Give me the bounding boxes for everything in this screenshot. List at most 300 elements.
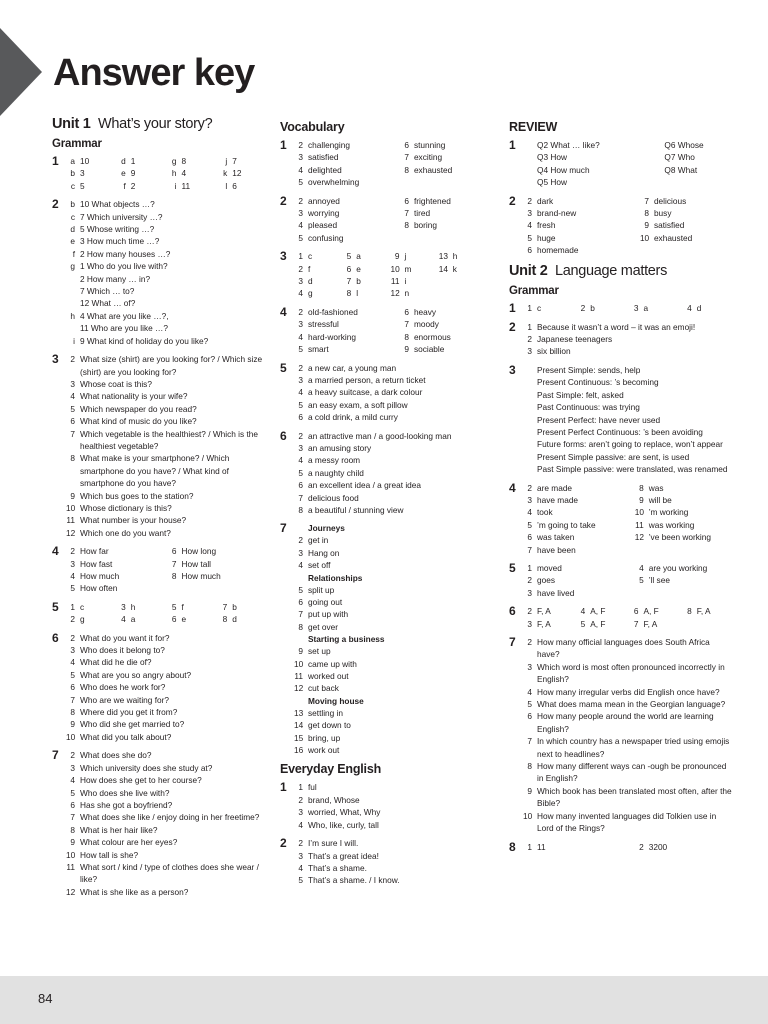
answer-cell: [294, 232, 398, 244]
answer-text: Who are we waiting for?: [80, 694, 170, 705]
answer-grid: [523, 302, 734, 314]
answer-cell: [523, 494, 633, 506]
exercise: [509, 139, 734, 189]
answer-text: k: [452, 263, 457, 274]
answer-cell: [523, 302, 574, 314]
answer-item: [294, 781, 485, 793]
answer-cell: [523, 618, 574, 630]
answer-cell: [294, 263, 340, 275]
answer-cell: [650, 164, 734, 176]
answer-cell: [523, 139, 648, 151]
answer-text: F, A: [537, 618, 551, 629]
answer-number: 1: [527, 321, 532, 332]
answer-cell: [66, 167, 115, 179]
answer-item: [66, 632, 267, 644]
page-footer: [0, 976, 768, 1024]
answer-number: 5: [527, 699, 532, 710]
answer-cell: [650, 151, 734, 163]
answer-grid: [523, 841, 734, 853]
answer-text: set off: [308, 560, 331, 571]
answer-text: 3200: [648, 841, 668, 852]
answer-text: b: [232, 601, 237, 612]
answer-number: [523, 164, 537, 176]
answer-number: 8: [404, 164, 409, 175]
answer-item: [294, 411, 485, 423]
answer-cell: [294, 306, 398, 318]
exercise-number: 3: [280, 249, 287, 264]
answer-text: c: [80, 601, 85, 612]
answer-text: Where did you get it from?: [80, 707, 178, 718]
answer-item: [66, 749, 267, 761]
answer-text: Q7 Who: [664, 152, 695, 163]
answer-text: How much: [181, 571, 221, 581]
answer-cell: [523, 506, 633, 518]
answer-number: 10: [294, 658, 304, 669]
answer-number: 3: [70, 762, 75, 773]
answer-number: 10: [66, 731, 76, 742]
answer-text: boring: [413, 220, 438, 231]
answer-item: [523, 735, 734, 760]
answer-item: [66, 198, 267, 210]
answer-item: [66, 297, 267, 309]
answer-number: [168, 582, 182, 594]
answer-number: 4: [70, 657, 75, 668]
answer-item: [66, 718, 267, 730]
answer-text: Because it wasn’t a word – it was an emoji!: [537, 321, 696, 332]
exercise-answers: [66, 155, 267, 192]
answer-item: [523, 438, 734, 450]
answer-number: 3: [527, 618, 532, 629]
answer-text: bring, up: [308, 732, 341, 743]
answer-number: 9: [639, 494, 644, 505]
answer-cell: [635, 562, 734, 574]
answer-cell: [400, 139, 485, 151]
answer-number: 5: [298, 344, 303, 355]
answer-text: stressful: [308, 319, 339, 330]
answer-cell: [439, 287, 485, 299]
answer-number: 3: [527, 587, 532, 598]
answer-number: [650, 139, 664, 151]
answer-number: 10: [634, 507, 644, 518]
answer-item: [66, 694, 267, 706]
answer-text: get down to: [308, 720, 351, 731]
answer-text: 10: [80, 156, 90, 166]
answer-number: 3: [298, 807, 303, 818]
exercise: [509, 364, 734, 476]
exercise: [280, 837, 485, 887]
answer-number: [683, 618, 697, 630]
answer-item: [294, 658, 485, 670]
answer-item: [294, 670, 485, 682]
answer-number: 2: [70, 632, 75, 643]
exercise-answers: [66, 545, 267, 595]
answer-number: 8: [298, 621, 303, 632]
answer-number: 16: [294, 745, 304, 756]
answer-cell: [218, 180, 267, 192]
answer-number: 4: [298, 387, 303, 398]
exercise: [52, 601, 267, 626]
answer-text: Q8 What: [664, 164, 698, 175]
exercise: [280, 430, 485, 517]
answer-cell: [650, 139, 734, 151]
answer-cell: [168, 155, 217, 167]
answer-cell: [400, 219, 485, 231]
answer-text: have lived: [537, 587, 575, 598]
answer-number: 3: [298, 442, 303, 453]
answer-text: challenging: [308, 140, 350, 150]
answer-cell: [523, 574, 633, 586]
answer-item: [294, 732, 485, 744]
answer-text: satisfied: [653, 220, 685, 231]
answer-item: [294, 362, 485, 374]
answer-number: 9: [644, 220, 649, 231]
answer-number: 4: [298, 455, 303, 466]
answer-number: 6: [70, 799, 75, 810]
answer-text: Who does he work for?: [80, 682, 166, 693]
answer-number: 2: [639, 841, 644, 852]
answer-cell: [168, 180, 217, 192]
answer-number: 4: [687, 302, 692, 313]
answer-item: [294, 806, 485, 818]
answer-cell: [391, 275, 437, 287]
answer-number: 3: [298, 547, 303, 558]
answer-cell: [576, 302, 627, 314]
answer-item: [523, 760, 734, 785]
answer-number: [400, 232, 414, 244]
answer-number: 1: [298, 782, 303, 793]
answer-text: 7 Which university …?: [80, 211, 163, 222]
answer-text: How many invented languages did Tolkien use in Lord of the Rings?: [537, 810, 717, 834]
answer-number: 5: [70, 669, 75, 680]
answer-number: 4: [298, 862, 303, 873]
answer-number: 7: [70, 694, 75, 705]
answer-cell: [683, 618, 734, 630]
answer-text: Q2 What … like?: [537, 140, 600, 150]
answer-text: a: [356, 251, 361, 262]
answer-text: How often: [80, 583, 118, 594]
answer-item: [66, 774, 267, 786]
section-heading: Grammar: [52, 138, 102, 150]
answer-item: [66, 273, 267, 285]
answer-number: 6: [171, 614, 177, 625]
answer-number: 5: [70, 787, 75, 798]
exercise-answers: [294, 139, 485, 189]
answer-number: 9: [70, 837, 75, 848]
answer-item: [294, 399, 485, 411]
answer-item: [66, 490, 267, 502]
answer-item: [294, 819, 485, 831]
answer-cell: [117, 167, 166, 179]
exercise: [280, 362, 485, 424]
answer-number: h: [70, 310, 75, 321]
answer-item: [66, 811, 267, 823]
answer-text: 10 What objects …?: [80, 199, 155, 210]
answer-number: [523, 376, 537, 388]
answer-number: [523, 151, 537, 163]
answer-text: dark: [537, 195, 554, 206]
answer-cell: [294, 250, 340, 262]
answer-cell: [294, 207, 398, 219]
exercise-number: 2: [509, 193, 516, 208]
answer-cell: [168, 558, 268, 570]
answer-item: [294, 534, 485, 546]
answer-text: pleased: [308, 220, 338, 231]
answer-text: busy: [653, 208, 672, 219]
answer-text: exciting: [413, 152, 443, 163]
answer-number: [523, 463, 537, 475]
exercise-number: 5: [280, 360, 287, 375]
answer-cell: [294, 331, 398, 343]
answer-cell: [576, 605, 627, 617]
answer-text: goes: [537, 575, 555, 586]
answer-text: What does she do?: [80, 750, 152, 761]
answer-text: b: [590, 302, 595, 313]
answer-text: a: [130, 614, 136, 625]
answer-cell: [168, 601, 217, 613]
answer-text: m: [404, 263, 412, 274]
answer-text: delicious food: [308, 492, 359, 503]
answer-text: worried, What, Why: [308, 807, 381, 818]
answer-number: f: [123, 180, 126, 191]
answer-number: 3: [70, 645, 75, 656]
answer-text: get in: [308, 535, 329, 546]
answer-number: 6: [298, 480, 303, 491]
answer-number: [66, 285, 80, 297]
answer-number: 2: [298, 430, 303, 441]
answer-number: 9: [404, 344, 409, 355]
answer-item: [66, 378, 267, 390]
answer-grid: [523, 605, 734, 630]
answer-number: l: [225, 180, 228, 191]
answer-item: [66, 644, 267, 656]
exercise-number: 5: [509, 560, 516, 575]
answer-text: confusing: [308, 232, 344, 243]
answer-number: 1: [298, 251, 303, 262]
exercise-number: 1: [280, 780, 287, 795]
answer-cell: [523, 482, 633, 494]
answer-cell: [523, 164, 648, 176]
answer-number: 7: [171, 558, 177, 569]
answer-text: overwhelming: [308, 177, 360, 188]
answer-text: n: [404, 288, 410, 299]
answer-text: That’s a great idea!: [308, 850, 379, 861]
exercise-answers: [294, 781, 485, 831]
answer-item: [66, 248, 267, 260]
answer-number: [523, 139, 537, 151]
answer-number: 6: [527, 711, 532, 722]
exercise-number: 7: [52, 748, 59, 763]
answer-number: 2: [298, 263, 303, 274]
answer-number: 13: [438, 251, 448, 262]
answer-number: 9: [527, 785, 532, 796]
exercise-number: 5: [52, 599, 59, 614]
answer-cell: [66, 155, 115, 167]
answer-text: 1 Who do you live with?: [80, 261, 168, 272]
answer-number: 5: [298, 584, 303, 595]
answer-number: 10: [66, 849, 76, 860]
answer-number: 7: [527, 544, 532, 555]
answer-number: h: [171, 168, 177, 179]
answer-text: came up with: [308, 658, 357, 669]
answer-number: 5: [171, 601, 177, 612]
answer-text: What number is your house?: [80, 515, 187, 526]
answer-cell: [640, 207, 734, 219]
answer-number: 3: [527, 661, 532, 672]
answer-text: What did you talk about?: [80, 731, 172, 742]
answer-number: 6: [527, 245, 532, 256]
answer-cell: [650, 176, 734, 188]
answer-number: 13: [294, 707, 304, 718]
answer-number: [523, 426, 537, 438]
answer-item: [66, 285, 267, 297]
answer-text: Present Perfect Continuous: ’s been avoiding: [537, 426, 703, 437]
answer-number: 2: [298, 140, 303, 150]
answer-cell: [635, 519, 734, 531]
answer-item: [294, 837, 485, 849]
answer-item: [294, 850, 485, 862]
answer-cell: [523, 587, 633, 599]
answer-text: What does she like / enjoy doing in her freetime?: [80, 812, 260, 823]
answer-item: [294, 584, 485, 596]
answer-number: [66, 297, 80, 309]
answer-text: heavy: [413, 306, 437, 317]
subsection-heading: Relationships: [308, 572, 363, 583]
answer-cell: [640, 244, 734, 256]
answer-number: d: [121, 156, 126, 166]
answer-item: [523, 698, 734, 710]
answer-number: [439, 287, 453, 299]
answer-item: [523, 321, 734, 333]
exercise: [280, 250, 485, 300]
exercise-answers: [523, 139, 734, 189]
answer-cell: [635, 544, 734, 556]
answer-text: Which university does she study at?: [80, 762, 213, 773]
answer-number: 2: [70, 354, 75, 365]
answer-number: [650, 176, 664, 188]
answer-number: 8: [70, 453, 75, 464]
answer-number: 5: [298, 232, 303, 243]
answer-text: h: [452, 251, 458, 262]
answer-number: 2: [298, 362, 303, 373]
answer-number: 4: [298, 331, 303, 342]
answer-text: What is she like as a person?: [80, 886, 189, 897]
answer-number: 4: [70, 391, 75, 402]
answer-text: delighted: [308, 164, 342, 175]
answer-text: 3 How much time …?: [80, 236, 160, 247]
section-heading: Everyday English: [280, 762, 382, 777]
section-heading: Vocabulary: [280, 120, 345, 134]
answer-text: Who does she live with?: [80, 787, 170, 798]
answer-number: 7: [404, 319, 409, 330]
answer-number: 4: [580, 606, 586, 617]
exercise-answers: [523, 302, 734, 315]
exercise-answers: [294, 430, 485, 517]
answer-text: hard-working: [308, 331, 356, 342]
answer-number: 3: [527, 208, 532, 219]
answer-number: 4: [298, 819, 303, 830]
answer-cell: [635, 574, 734, 586]
answer-number: 4: [527, 507, 532, 518]
exercise-answers: [66, 353, 267, 539]
answer-text: ’m working: [648, 507, 689, 518]
answer-number: 6: [404, 140, 409, 150]
answer-cell: [342, 263, 388, 275]
answer-number: 3: [121, 601, 126, 612]
answer-item: [523, 426, 734, 438]
answer-number: 2: [527, 637, 532, 647]
answer-text: was taken: [537, 532, 575, 543]
answer-text: A, F: [590, 606, 606, 617]
answer-text: c: [308, 251, 313, 262]
answer-text: F, A: [537, 606, 551, 617]
answer-cell: [400, 207, 485, 219]
answer-number: 11: [390, 276, 400, 287]
exercise-number: 6: [509, 604, 516, 619]
answer-text: I’m sure I will.: [308, 838, 359, 849]
answer-number: 8: [70, 824, 75, 835]
answer-number: 6: [70, 416, 75, 427]
section-heading: REVIEW: [509, 120, 558, 134]
answer-grid: [523, 562, 734, 599]
answer-cell: [218, 601, 267, 613]
answer-cell: [523, 562, 633, 574]
answer-item: [66, 731, 267, 743]
answer-grid: [66, 155, 267, 192]
answer-text: will be: [648, 494, 672, 505]
exercise: [280, 306, 485, 356]
answer-text: have made: [537, 494, 579, 505]
answer-item: [523, 389, 734, 401]
answer-number: 6: [404, 195, 409, 206]
answer-item: [294, 386, 485, 398]
answer-item: [66, 706, 267, 718]
answer-text: What is her hair like?: [80, 824, 158, 835]
answer-number: 4: [298, 220, 303, 231]
answer-cell: [439, 263, 485, 275]
answer-text: huge: [537, 232, 556, 243]
answer-number: 2: [527, 606, 532, 617]
answer-text: d: [232, 614, 237, 625]
answer-cell: [400, 232, 485, 244]
answer-cell: [400, 176, 485, 188]
exercise: [280, 139, 485, 189]
answer-cell: [576, 618, 627, 630]
answer-number: 2: [527, 575, 532, 586]
answer-text: How many people around the world are learning English?: [537, 711, 714, 734]
answer-cell: [635, 531, 734, 543]
answer-text: Present Perfect: have never used: [537, 414, 661, 425]
answer-text: What did he die of?: [80, 657, 152, 668]
answer-item: [66, 656, 267, 668]
answer-number: 7: [404, 152, 409, 163]
answer-number: [650, 151, 664, 163]
answer-text: How fast: [80, 558, 113, 569]
answer-text: get over: [308, 621, 338, 632]
answer-cell: [218, 613, 267, 625]
answer-text: f: [308, 263, 311, 274]
answer-text: brand-new: [537, 208, 577, 219]
answer-text: 4 What are you like …?,: [80, 310, 169, 321]
answer-grid: [66, 545, 267, 595]
answer-cell: [342, 287, 388, 299]
answer-number: 5: [298, 875, 303, 886]
answer-text: F, A: [696, 606, 711, 617]
exercise-answers: [523, 605, 734, 630]
answer-text: Future forms: aren’t going to replace, won’t appear: [537, 439, 723, 450]
answer-number: 7: [298, 609, 303, 620]
answer-text: moved: [537, 562, 562, 573]
answer-cell: [400, 318, 485, 330]
